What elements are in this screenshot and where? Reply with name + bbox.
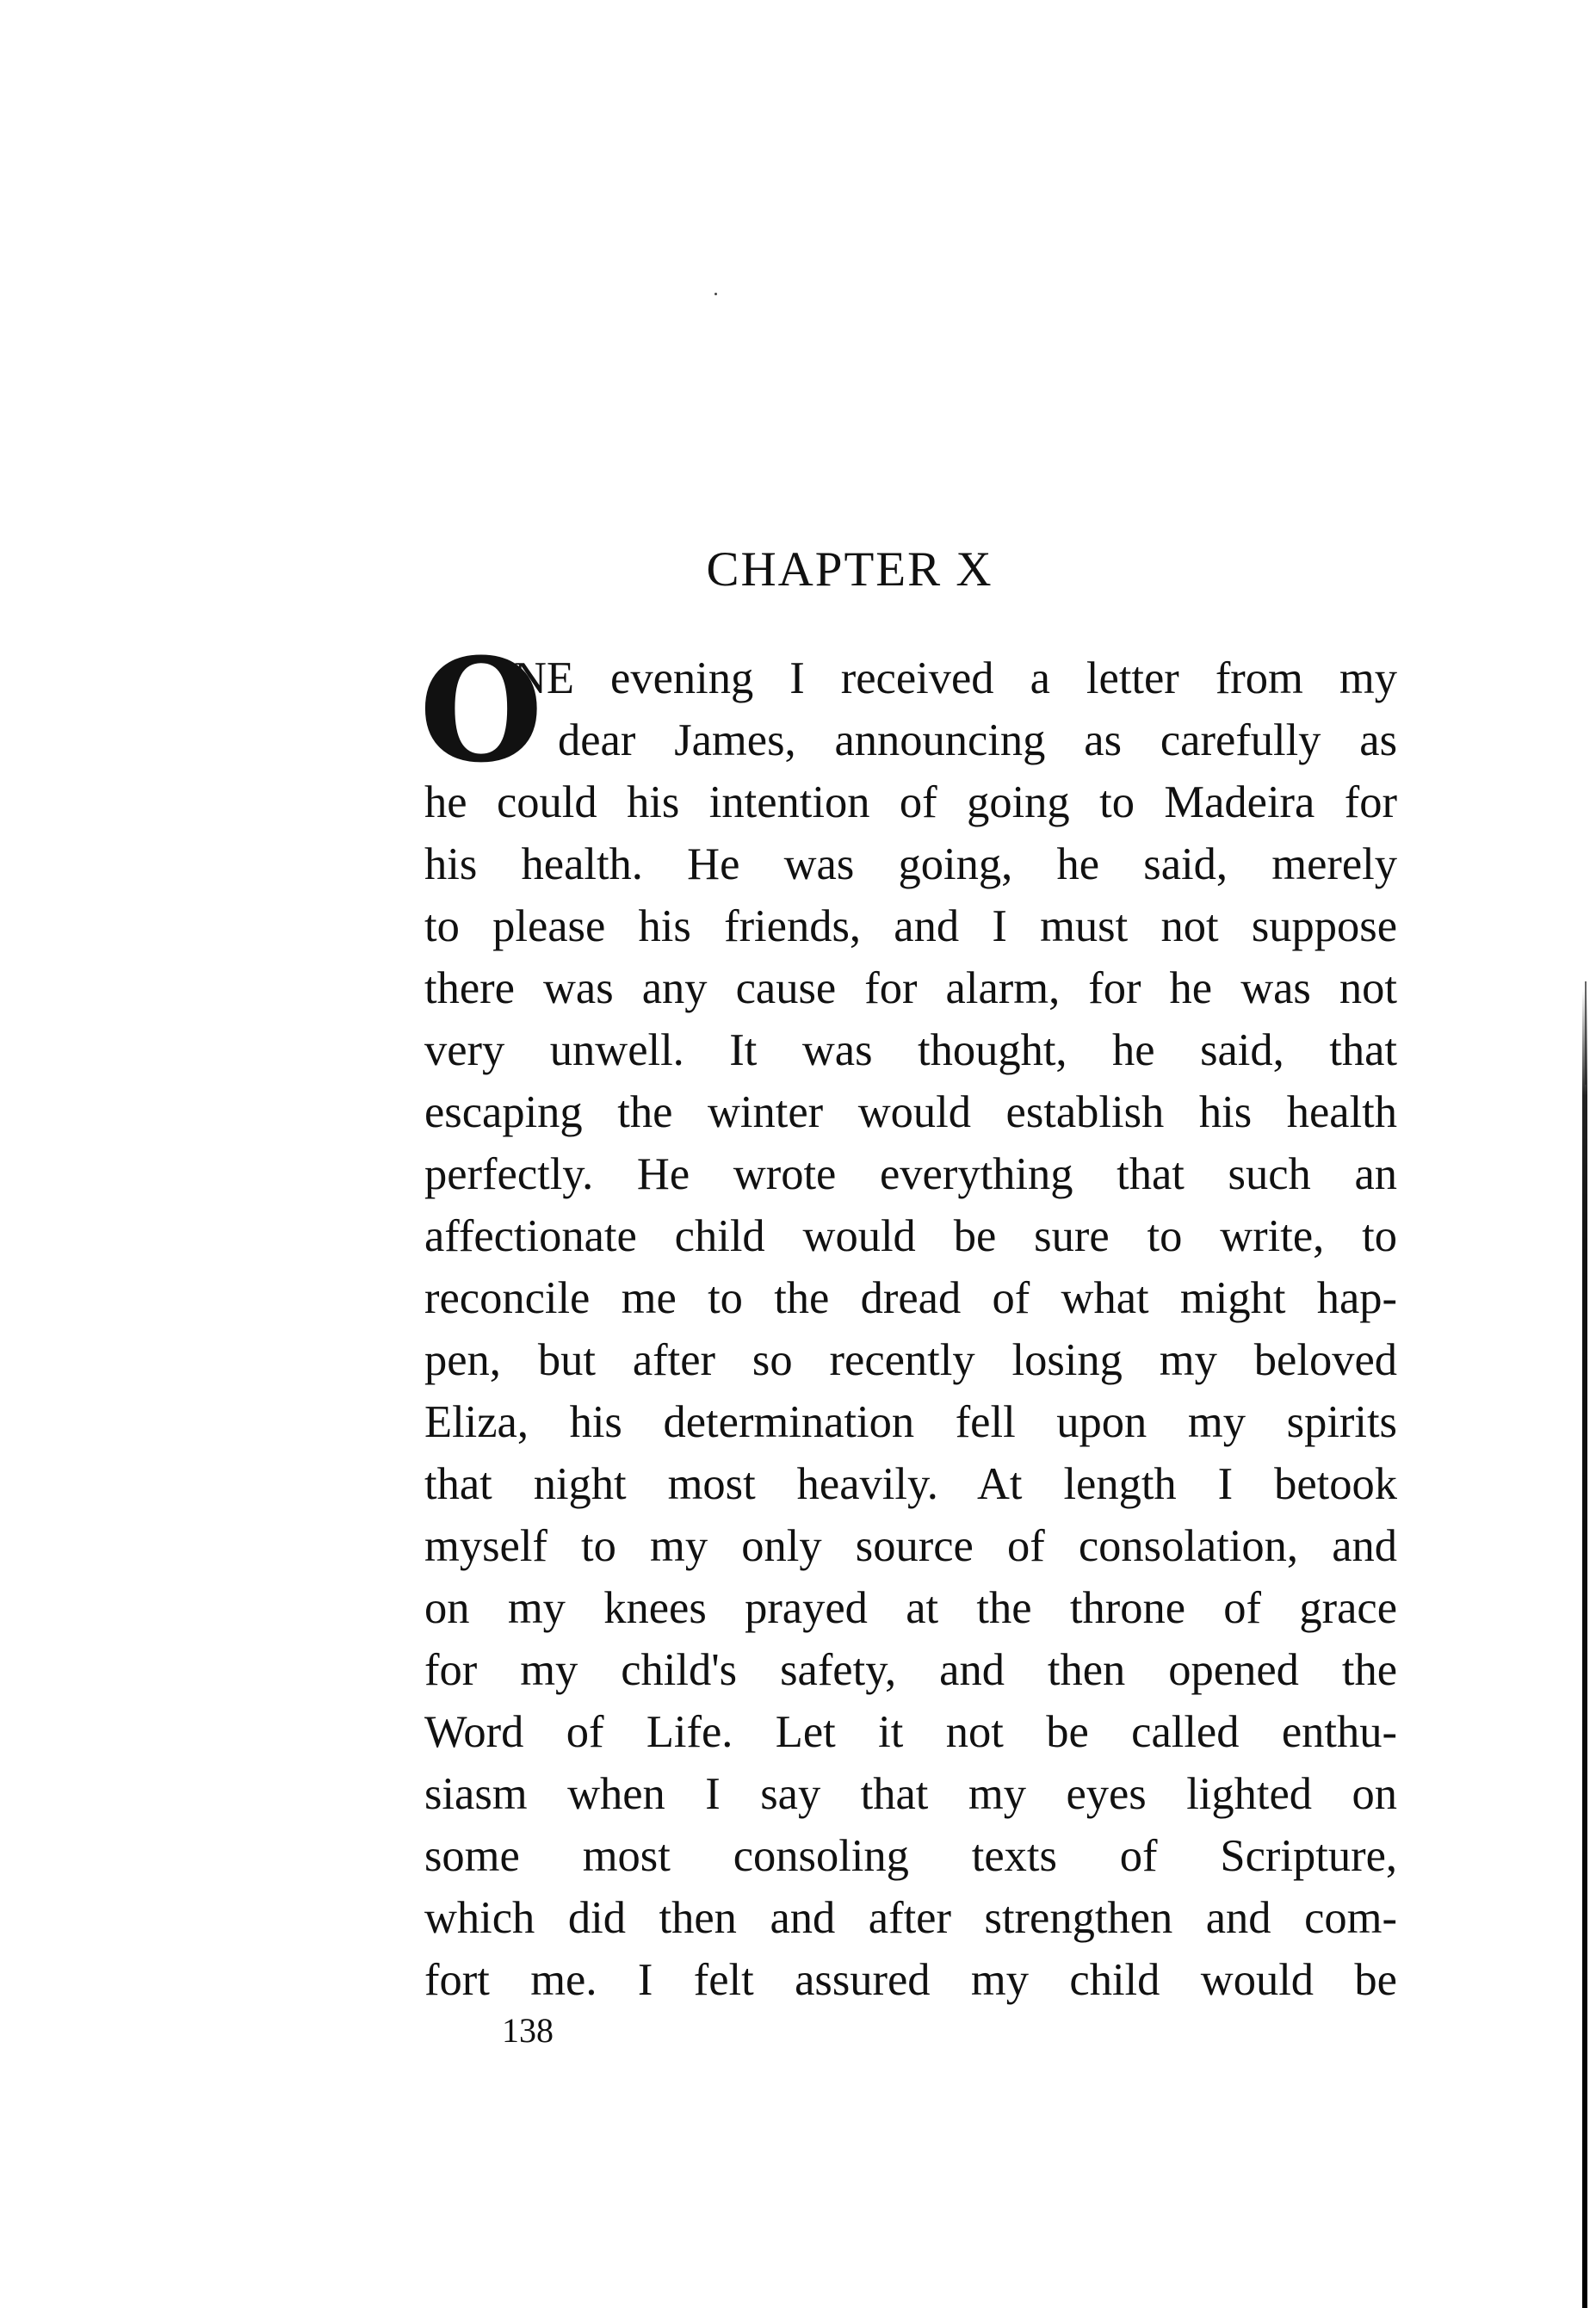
text-line: that night most heavily. At length I betook: [424, 1459, 1397, 1509]
text-line: Eliza, his determination fell upon my spirits: [424, 1397, 1397, 1447]
text-line: which did then and after strengthen and com-: [424, 1893, 1397, 1943]
text-line: some most consoling texts of Scripture,: [424, 1831, 1397, 1881]
text-line: Word of Life. Let it not be called enthu-: [424, 1707, 1397, 1757]
text-line: on my knees prayed at the throne of grace: [424, 1583, 1397, 1633]
text-line: affectionate child would be sure to write, to: [424, 1211, 1397, 1261]
scan-edge-shadow: [1582, 990, 1587, 2308]
text-line: his health. He was going, he said, merely: [424, 839, 1397, 889]
text-line: he could his intention of going to Madeira for: [424, 777, 1397, 827]
scan-speck: [714, 293, 717, 295]
text-line: for my child's safety, and then opened the: [424, 1645, 1397, 1695]
page-number: 138: [502, 2011, 554, 2050]
text-line: very unwell. It was thought, he said, that: [424, 1025, 1397, 1075]
text-line: siasm when I say that my eyes lighted on: [424, 1769, 1397, 1819]
drop-cap-letter: O: [419, 627, 543, 794]
chapter-heading: CHAPTER X: [706, 542, 993, 597]
text-line: to please his friends, and I must not suppose: [424, 901, 1397, 951]
text-line: escaping the winter would establish his health: [424, 1087, 1397, 1137]
text-line: NE evening I received a letter from my: [514, 653, 1397, 703]
text-line: perfectly. He wrote everything that such an: [424, 1149, 1397, 1199]
text-line: myself to my only source of consolation, and: [424, 1521, 1397, 1571]
chapter-body: [419, 627, 1397, 2011]
text-line: fort me. I felt assured my child would be: [424, 1955, 1397, 2005]
text-line: reconcile me to the dread of what might hap-: [424, 1273, 1397, 1323]
text-line: pen, but after so recently losing my beloved: [424, 1335, 1397, 1385]
text-line: there was any cause for alarm, for he was not: [424, 963, 1397, 1013]
text-line: dear James, announcing as carefully as: [558, 715, 1397, 765]
